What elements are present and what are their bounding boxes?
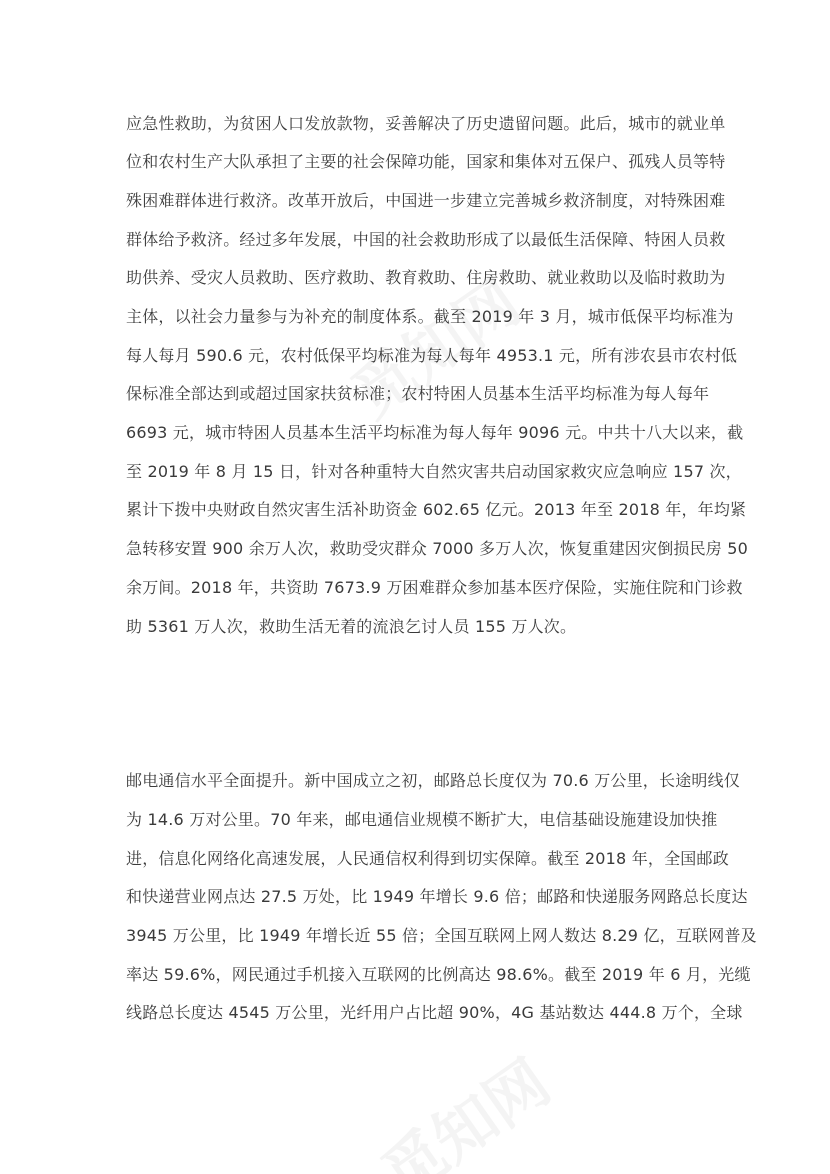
text-line: 邮电通信水平全面提升。新中国成立之初，邮路总长度仅为 70.6 万公里，长途明线仅 bbox=[126, 771, 740, 790]
text-line: 6693 元，城市特困人员基本生活平均标准为每人每年 9096 元。中共十八大以来，截 bbox=[126, 423, 744, 442]
text-line: 和快递营业网点达 27.5 万处，比 1949 年增长 9.6 倍；邮路和快递服务网路总长度达 bbox=[126, 887, 748, 906]
text-line: 至 2019 年 8 月 15 日，针对各种重特大自然灾害共启动国家救灾应急响应 157 次， bbox=[126, 462, 742, 481]
text-line: 急转移安置 900 余万人次，救助受灾群众 7000 多万人次，恢复重建因灾倒损民房 50 bbox=[126, 539, 749, 558]
text-line: 应急性救助，为贫困人口发放款物，妥善解决了历史遗留问题。此后，城市的就业单 bbox=[126, 114, 726, 133]
text-line: 累计下拨中央财政自然灾害生活补助资金 602.65 亿元。2013 年至 2018 年，年均紧 bbox=[126, 500, 747, 519]
text-line: 群体给予救济。经过多年发展，中国的社会救助形成了以最低生活保障、特困人员救 bbox=[126, 230, 726, 249]
text-line: 3945 万公里，比 1949 年增长近 55 倍；全国互联网上网人数达 8.29 亿，互联网普及 bbox=[126, 926, 757, 945]
text-line: 殊困难群体进行救济。改革开放后，中国进一步建立完善城乡救济制度，对特殊困难 bbox=[126, 191, 726, 210]
text-line: 保标准全部达到或超过国家扶贫标准；农村特困人员基本生活平均标准为每人每年 bbox=[126, 384, 710, 403]
text-line: 率达 59.6%，网民通过手机接入互联网的比例高达 98.6%。截至 2019 年 6 月，光缆 bbox=[126, 965, 751, 984]
text-line: 每人每月 590.6 元，农村低保平均标准为每人每年 4953.1 元，所有涉农县市农村低 bbox=[126, 346, 738, 365]
text-line: 余万间。2018 年，共资助 7673.9 万困难群众参加基本医疗保险，实施住院和门诊救 bbox=[126, 578, 743, 597]
watermark bbox=[361, 1035, 564, 1174]
text-line: 线路总长度达 4545 万公里，光纤用户占比超 90%，4G 基站数达 444.8 万个，全球 bbox=[126, 1003, 743, 1022]
text-line: 主体，以社会力量参与为补充的制度体系。截至 2019 年 3 月，城市低保平均标准为 bbox=[126, 307, 734, 326]
text-line: 位和农村生产大队承担了主要的社会保障功能，国家和集体对五保户、孤残人员等特 bbox=[126, 152, 726, 171]
text-line: 助供养、受灾人员救助、医疗救助、教育救助、住房救助、就业救助以及临时救助为 bbox=[126, 268, 726, 287]
text-line: 进，信息化网络化高速发展，人民通信权利得到切实保障。截至 2018 年，全国邮政 bbox=[126, 849, 729, 868]
text-line: 为 14.6 万对公里。70 年来，邮电通信业规模不断扩大，电信基础设施建设加快推 bbox=[126, 810, 718, 829]
text-line: 助 5361 万人次，救助生活无着的流浪乞讨人员 155 万人次。 bbox=[126, 617, 577, 636]
